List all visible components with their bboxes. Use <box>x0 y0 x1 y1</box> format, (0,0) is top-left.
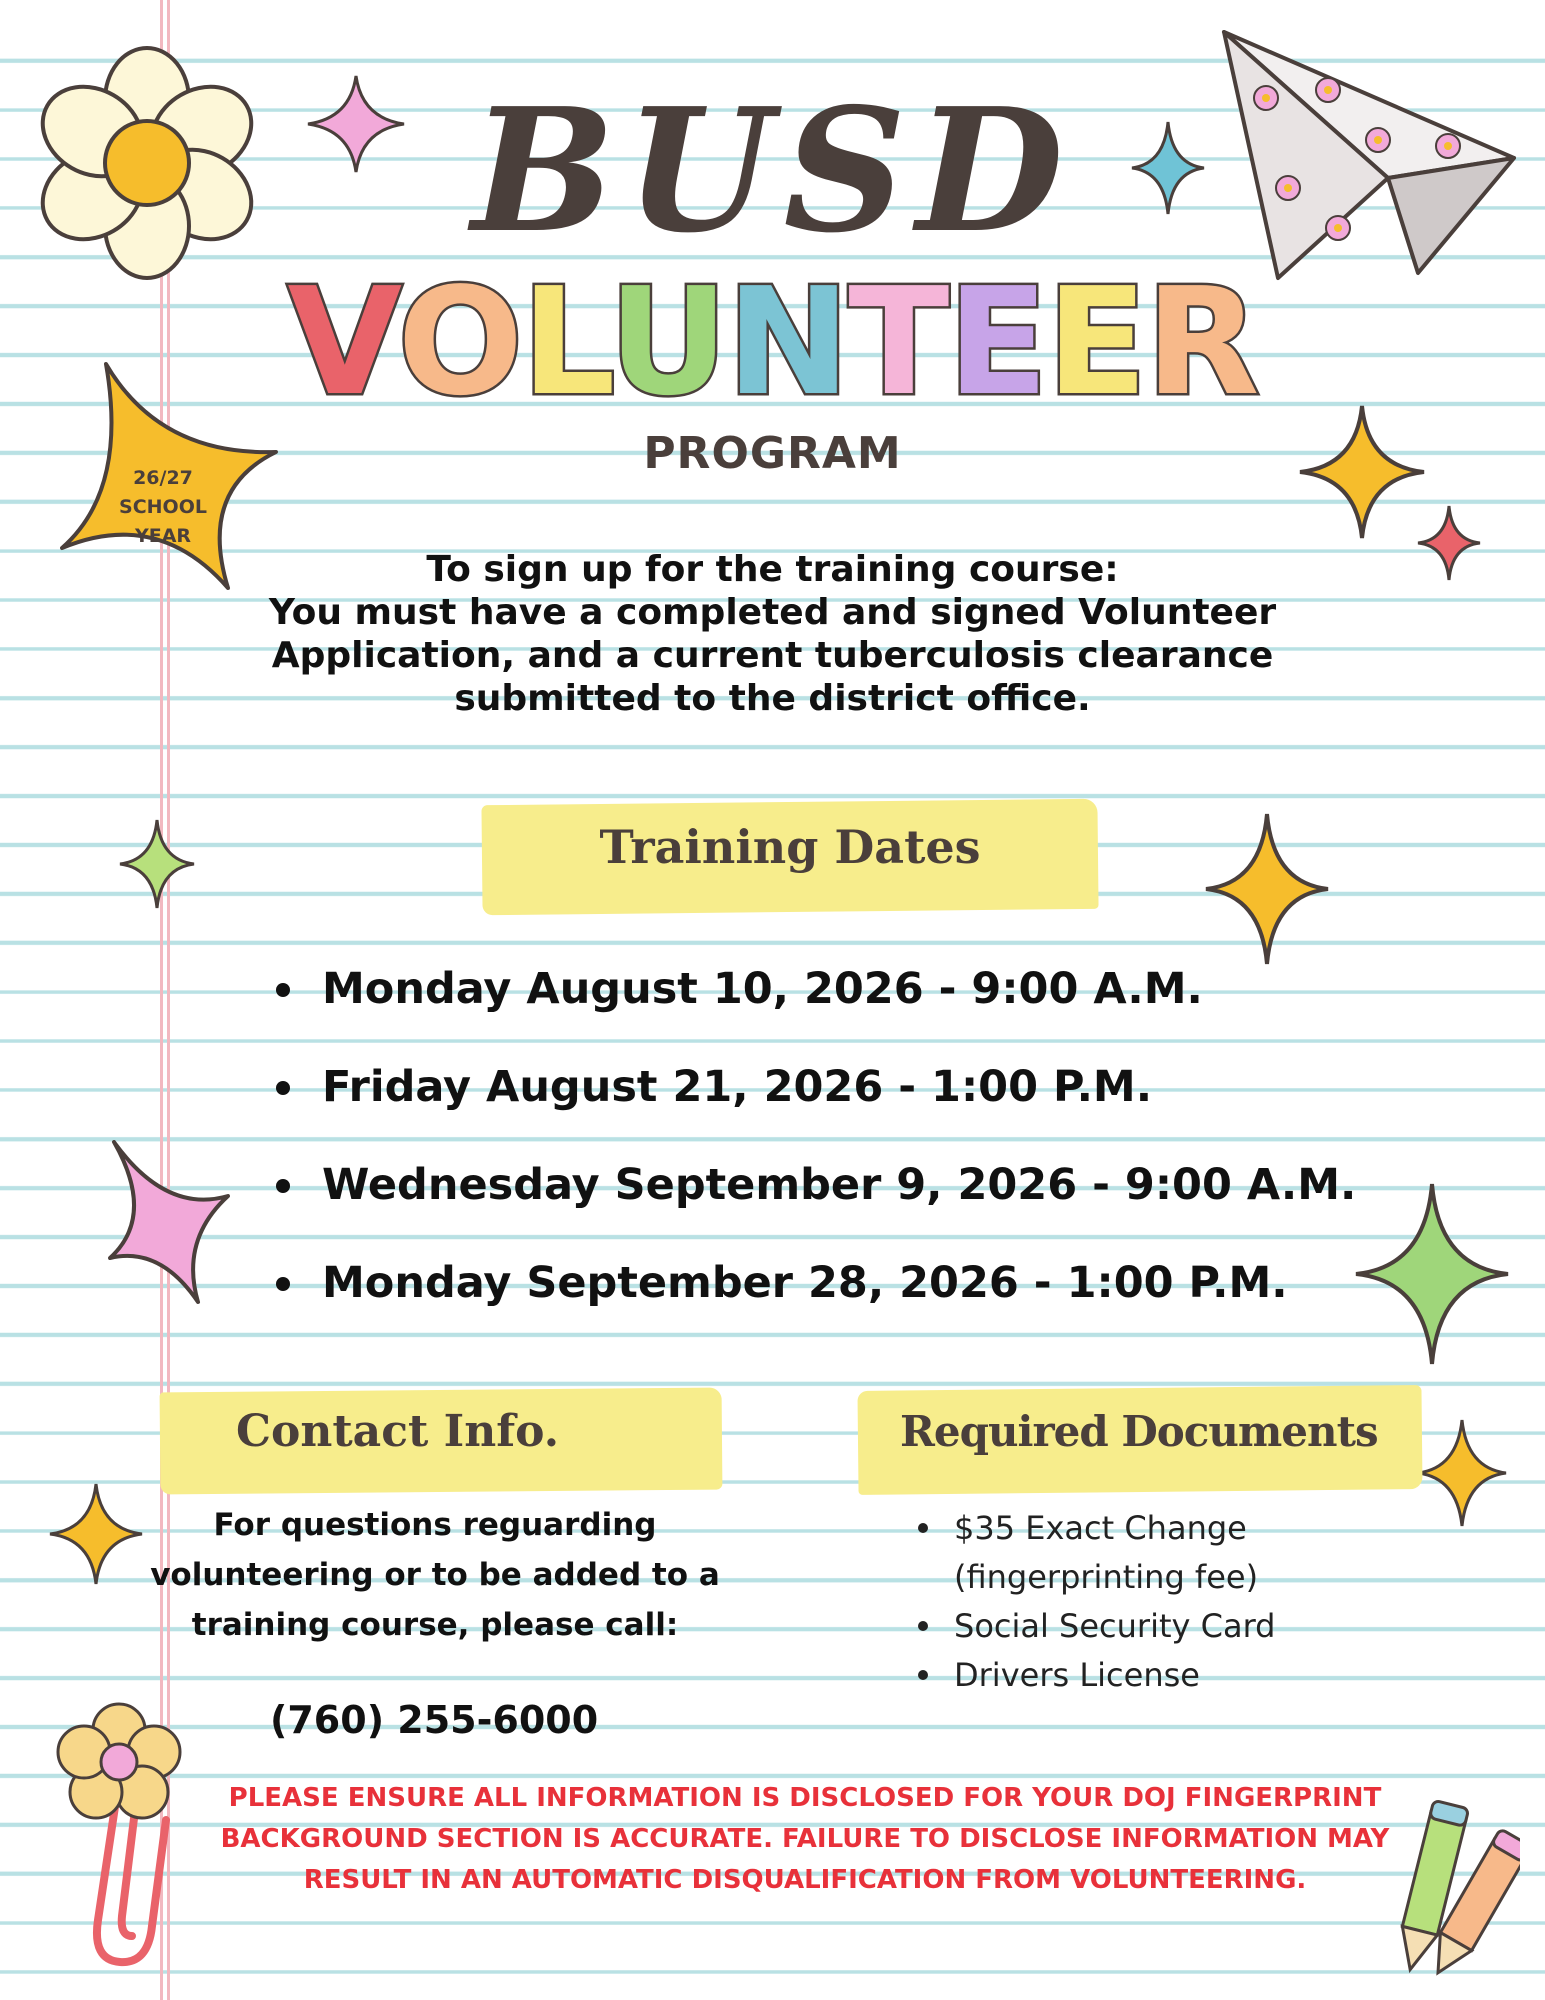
volunteer-letter: U <box>608 256 727 428</box>
program-label: PROGRAM <box>643 428 902 479</box>
required-document-item <box>916 1602 1275 1651</box>
paperclip-flower-icon <box>44 1690 194 1990</box>
required-document-item <box>916 1651 1275 1700</box>
volunteer-letter: T <box>848 256 948 428</box>
disclaimer-line: PLEASE ENSURE ALL INFORMATION IS DISCLOSED FOR YOUR DOJ FINGERPRINT <box>228 1783 1382 1813</box>
sparkle-star-icon <box>1204 812 1330 966</box>
required-document-item <box>916 1504 1275 1602</box>
training-date-item: Monday September 28, 2026 - 1:00 P.M. <box>272 1250 1356 1348</box>
volunteer-letter: E <box>947 256 1047 428</box>
sparkle-star-icon <box>108 1140 232 1304</box>
volunteer-letter: E <box>1046 256 1146 428</box>
school-year-badge <box>108 464 218 551</box>
contact-info-heading: Contact Info. <box>236 1406 560 1457</box>
contact-instructions <box>130 1500 740 1650</box>
contact-line: training course, please call: <box>191 1607 679 1643</box>
document-label: Social Security Card <box>954 1607 1276 1645</box>
contact-phone-number[interactable]: (760) 255-6000 <box>270 1698 599 1742</box>
training-date-item: Monday August 10, 2026 - 9:00 A.M. <box>272 956 1356 1054</box>
disclaimer-line: RESULT IN AN AUTOMATIC DISQUALIFICATION FROM VOLUNTEERING. <box>303 1865 1307 1895</box>
badge-line: SCHOOL <box>119 496 207 518</box>
required-documents-list <box>916 1504 1275 1700</box>
volunteer-letter: O <box>397 256 522 428</box>
intro-line: submitted to the district office. <box>454 678 1091 719</box>
sparkle-star-icon <box>1416 1418 1508 1528</box>
document-note: (fingerprinting fee) <box>954 1558 1259 1596</box>
intro-line: You must have a completed and signed Volunteer <box>268 592 1277 633</box>
signup-instructions <box>200 548 1345 720</box>
training-dates-heading: Training Dates <box>599 820 981 874</box>
disclaimer-line: BACKGROUND SECTION IS ACCURATE. FAILURE TO DISCLOSE INFORMATION MAY <box>220 1824 1390 1854</box>
volunteer-letter: L <box>521 256 609 428</box>
page-title: BUSD <box>471 71 1074 271</box>
sparkle-star-icon <box>118 818 196 910</box>
badge-line: 26/27 <box>133 467 193 489</box>
badge-line: YEAR <box>134 525 192 547</box>
training-date-item: Friday August 21, 2026 - 1:00 P.M. <box>272 1054 1356 1152</box>
volunteer-letter: N <box>726 256 849 428</box>
training-dates-list <box>272 956 1356 1348</box>
contact-line: For questions reguarding <box>213 1507 657 1543</box>
sparkle-star-icon <box>1354 1182 1510 1366</box>
document-label: Drivers License <box>954 1656 1200 1694</box>
document-label: $35 Exact Change <box>954 1509 1247 1547</box>
sparkle-star-icon <box>1416 504 1482 582</box>
disclaimer-warning <box>190 1778 1420 1901</box>
required-documents-heading: Required Documents <box>900 1407 1378 1456</box>
contact-line: volunteering or to be added to a <box>150 1557 720 1593</box>
training-date-item: Wednesday September 9, 2026 - 9:00 A.M. <box>272 1152 1356 1250</box>
intro-line: Application, and a current tuberculosis clearance <box>271 635 1274 676</box>
volunteer-title <box>0 256 1545 428</box>
volunteer-letter: V <box>287 256 398 428</box>
intro-line: To sign up for the training course: <box>426 549 1119 590</box>
volunteer-letter: R <box>1145 256 1258 428</box>
